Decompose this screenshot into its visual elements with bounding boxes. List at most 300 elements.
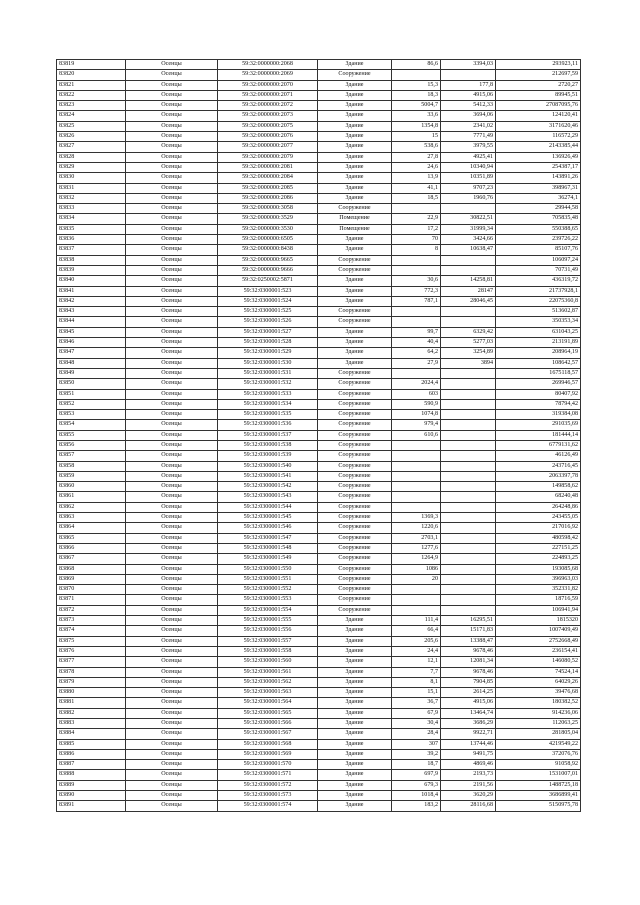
cadastral-value-cell: 291035,69 [496, 420, 581, 430]
object-type-cell: Здание [318, 780, 392, 790]
cadastral-value-cell: 2720,27 [496, 80, 581, 90]
table-row [57, 749, 581, 759]
specific-value-cell: 10340,94 [441, 162, 496, 172]
table-row [57, 255, 581, 265]
locality-cell: Осенцы [126, 193, 218, 203]
area-cell [392, 368, 441, 378]
cadastral-value-cell: 46126,49 [496, 451, 581, 461]
object-type-cell: Здание [318, 616, 392, 626]
cadastral-value-cell: 180382,52 [496, 698, 581, 708]
locality-cell: Осенцы [126, 502, 218, 512]
specific-value-cell [441, 204, 496, 214]
row-number-cell: 83841 [57, 286, 126, 296]
cadastral-number-cell: 59:32:0300001:555 [218, 616, 318, 626]
specific-value-cell: 4915,06 [441, 90, 496, 100]
row-number-cell: 83860 [57, 482, 126, 492]
row-number-cell: 83863 [57, 513, 126, 523]
cadastral-number-cell: 59:32:0300001:550 [218, 564, 318, 574]
row-number-cell: 83831 [57, 183, 126, 193]
specific-value-cell: 3620,29 [441, 791, 496, 801]
specific-value-cell: 9922,71 [441, 729, 496, 739]
object-type-cell: Сооружение [318, 471, 392, 481]
table-row [57, 791, 581, 801]
specific-value-cell: 16295,51 [441, 616, 496, 626]
cadastral-value-cell: 264248,86 [496, 502, 581, 512]
row-number-cell: 83836 [57, 235, 126, 245]
object-type-cell: Сооружение [318, 430, 392, 440]
cadastral-value-cell: 398967,31 [496, 183, 581, 193]
locality-cell: Осенцы [126, 245, 218, 255]
cadastral-value-cell: 27087095,76 [496, 101, 581, 111]
area-cell [392, 471, 441, 481]
row-number-cell: 83880 [57, 688, 126, 698]
cadastral-number-cell: 59:32:0300001:540 [218, 461, 318, 471]
area-cell: 99,7 [392, 327, 441, 337]
row-number-cell: 83889 [57, 780, 126, 790]
locality-cell: Осенцы [126, 183, 218, 193]
cadastral-number-cell: 59:32:0300001:566 [218, 719, 318, 729]
table-row [57, 801, 581, 811]
cadastral-number-cell: 59:32:0300001:563 [218, 688, 318, 698]
cadastral-value-cell: 18716,59 [496, 595, 581, 605]
cadastral-value-cell: 136926,49 [496, 152, 581, 162]
specific-value-cell: 10638,47 [441, 245, 496, 255]
specific-value-cell [441, 420, 496, 430]
object-type-cell: Здание [318, 636, 392, 646]
locality-cell: Осенцы [126, 410, 218, 420]
row-number-cell: 83833 [57, 204, 126, 214]
cadastral-number-cell: 59:32:0300001:534 [218, 399, 318, 409]
table-row [57, 173, 581, 183]
locality-cell: Осенцы [126, 729, 218, 739]
object-type-cell: Помещение [318, 214, 392, 224]
specific-value-cell [441, 502, 496, 512]
locality-cell: Осенцы [126, 533, 218, 543]
object-type-cell: Здание [318, 245, 392, 255]
specific-value-cell: 1960,76 [441, 193, 496, 203]
specific-value-cell [441, 368, 496, 378]
object-type-cell: Сооружение [318, 482, 392, 492]
row-number-cell: 83819 [57, 60, 126, 70]
cadastral-value-cell: 149858,62 [496, 482, 581, 492]
object-type-cell: Сооружение [318, 595, 392, 605]
area-cell [392, 585, 441, 595]
table-row [57, 183, 581, 193]
cadastral-number-cell: 59:32:0300001:548 [218, 543, 318, 553]
row-number-cell: 83823 [57, 101, 126, 111]
area-cell: 30,6 [392, 276, 441, 286]
cadastral-number-cell: 59:32:0000000:2070 [218, 80, 318, 90]
cadastral-value-cell: 22075360,8 [496, 296, 581, 306]
area-cell [392, 255, 441, 265]
object-type-cell: Здание [318, 121, 392, 131]
row-number-cell: 83853 [57, 410, 126, 420]
object-type-cell: Здание [318, 677, 392, 687]
row-number-cell: 83828 [57, 152, 126, 162]
specific-value-cell [441, 430, 496, 440]
specific-value-cell [441, 554, 496, 564]
area-cell: 15 [392, 132, 441, 142]
specific-value-cell: 2341,02 [441, 121, 496, 131]
cadastral-value-cell: 3171620,46 [496, 121, 581, 131]
cadastral-number-cell: 59:32:0000000:2069 [218, 70, 318, 80]
object-type-cell: Сооружение [318, 554, 392, 564]
row-number-cell: 83824 [57, 111, 126, 121]
cadastral-number-cell: 59:32:0000000:3058 [218, 204, 318, 214]
table-row [57, 760, 581, 770]
row-number-cell: 83849 [57, 368, 126, 378]
object-type-cell: Здание [318, 338, 392, 348]
specific-value-cell [441, 523, 496, 533]
cadastral-number-cell: 59:32:0000000:6505 [218, 235, 318, 245]
specific-value-cell [441, 543, 496, 553]
area-cell [392, 70, 441, 80]
specific-value-cell [441, 255, 496, 265]
object-type-cell: Здание [318, 60, 392, 70]
area-cell: 2703,1 [392, 533, 441, 543]
cadastral-number-cell: 59:32:0300001:533 [218, 389, 318, 399]
cadastral-value-cell: 89945,51 [496, 90, 581, 100]
area-cell: 7,7 [392, 667, 441, 677]
row-number-cell: 83869 [57, 574, 126, 584]
cadastral-number-cell: 59:32:0300001:531 [218, 368, 318, 378]
cadastral-number-cell: 59:32:0300001:527 [218, 327, 318, 337]
row-number-cell: 83839 [57, 265, 126, 275]
locality-cell: Осенцы [126, 358, 218, 368]
object-type-cell: Здание [318, 646, 392, 656]
cadastral-number-cell: 59:32:0300001:551 [218, 574, 318, 584]
object-type-cell: Здание [318, 688, 392, 698]
object-type-cell: Сооружение [318, 564, 392, 574]
specific-value-cell [441, 482, 496, 492]
area-cell: 1220,6 [392, 523, 441, 533]
cadastral-number-cell: 59:32:0300001:557 [218, 636, 318, 646]
specific-value-cell [441, 307, 496, 317]
cadastral-number-cell: 59:32:0300001:574 [218, 801, 318, 811]
table-row [57, 60, 581, 70]
cadastral-number-cell: 59:32:0000000:2072 [218, 101, 318, 111]
cadastral-value-cell: 293923,11 [496, 60, 581, 70]
cadastral-value-cell: 91058,92 [496, 760, 581, 770]
specific-value-cell: 28046,45 [441, 296, 496, 306]
object-type-cell: Здание [318, 162, 392, 172]
cadastral-value-cell: 39476,68 [496, 688, 581, 698]
cadastral-value-cell: 550388,65 [496, 224, 581, 234]
table-row [57, 554, 581, 564]
row-number-cell: 83851 [57, 389, 126, 399]
cadastral-number-cell: 59:32:0300001:560 [218, 657, 318, 667]
row-number-cell: 83840 [57, 276, 126, 286]
cadastral-number-cell: 59:32:0300001:547 [218, 533, 318, 543]
cadastral-value-cell: 1488725,18 [496, 780, 581, 790]
cadastral-number-cell: 59:32:0300001:565 [218, 708, 318, 718]
object-type-cell: Здание [318, 348, 392, 358]
cadastral-value-cell: 254387,17 [496, 162, 581, 172]
cadastral-number-cell: 59:32:0000000:2071 [218, 90, 318, 100]
cadastral-number-cell: 59:32:0300001:554 [218, 605, 318, 615]
object-type-cell: Здание [318, 729, 392, 739]
cadastral-number-cell: 59:32:0000000:2068 [218, 60, 318, 70]
cadastral-number-cell: 59:32:0300001:543 [218, 492, 318, 502]
object-type-cell: Здание [318, 327, 392, 337]
table-row [57, 440, 581, 450]
row-number-cell: 83837 [57, 245, 126, 255]
area-cell: 18,7 [392, 760, 441, 770]
table-row [57, 235, 581, 245]
table-row [57, 698, 581, 708]
object-type-cell: Сооружение [318, 513, 392, 523]
area-cell: 205,6 [392, 636, 441, 646]
cadastral-value-cell: 68240,48 [496, 492, 581, 502]
object-type-cell: Помещение [318, 224, 392, 234]
area-cell: 8 [392, 245, 441, 255]
table-row [57, 471, 581, 481]
cadastral-number-cell: 59:32:0000000:2076 [218, 132, 318, 142]
object-type-cell: Здание [318, 708, 392, 718]
area-cell: 30,4 [392, 719, 441, 729]
object-type-cell: Сооружение [318, 255, 392, 265]
area-cell: 697,9 [392, 770, 441, 780]
cadastral-value-cell: 352331,82 [496, 585, 581, 595]
locality-cell: Осенцы [126, 214, 218, 224]
cadastral-number-cell: 59:32:0300001:524 [218, 296, 318, 306]
locality-cell: Осенцы [126, 338, 218, 348]
specific-value-cell [441, 574, 496, 584]
locality-cell: Осенцы [126, 791, 218, 801]
table-row [57, 132, 581, 142]
row-number-cell: 83884 [57, 729, 126, 739]
cadastral-number-cell: 59:32:0300001:532 [218, 379, 318, 389]
cadastral-number-cell: 59:32:0300001:536 [218, 420, 318, 430]
locality-cell: Осенцы [126, 348, 218, 358]
cadastral-value-cell: 224893,25 [496, 554, 581, 564]
object-type-cell: Здание [318, 698, 392, 708]
table-row [57, 461, 581, 471]
area-cell: 39,2 [392, 749, 441, 759]
row-number-cell: 83848 [57, 358, 126, 368]
area-cell: 1277,6 [392, 543, 441, 553]
area-cell: 24,6 [392, 162, 441, 172]
object-type-cell: Сооружение [318, 265, 392, 275]
cadastral-value-cell: 2063397,78 [496, 471, 581, 481]
table-row [57, 626, 581, 636]
specific-value-cell: 12081,34 [441, 657, 496, 667]
locality-cell: Осенцы [126, 235, 218, 245]
area-cell [392, 204, 441, 214]
locality-cell: Осенцы [126, 739, 218, 749]
object-type-cell: Здание [318, 801, 392, 811]
specific-value-cell [441, 585, 496, 595]
row-number-cell: 83883 [57, 719, 126, 729]
area-cell: 2024,4 [392, 379, 441, 389]
table-row [57, 605, 581, 615]
locality-cell: Осенцы [126, 585, 218, 595]
cadastral-value-cell: 21737928,1 [496, 286, 581, 296]
table-row [57, 327, 581, 337]
area-cell: 18,3 [392, 90, 441, 100]
table-row [57, 410, 581, 420]
locality-cell: Осенцы [126, 162, 218, 172]
area-cell: 1018,4 [392, 791, 441, 801]
specific-value-cell [441, 70, 496, 80]
locality-cell: Осенцы [126, 399, 218, 409]
cadastral-value-cell: 108642,57 [496, 358, 581, 368]
area-cell: 610,6 [392, 430, 441, 440]
locality-cell: Осенцы [126, 379, 218, 389]
row-number-cell: 83843 [57, 307, 126, 317]
area-cell: 772,3 [392, 286, 441, 296]
locality-cell: Осенцы [126, 152, 218, 162]
cadastral-value-cell: 2143385,44 [496, 142, 581, 152]
object-type-cell: Сооружение [318, 399, 392, 409]
object-type-cell: Здание [318, 193, 392, 203]
object-type-cell: Здание [318, 667, 392, 677]
table-row [57, 70, 581, 80]
cadastral-number-cell: 59:32:0000000:3529 [218, 214, 318, 224]
cadastral-number-cell: 59:32:0300001:541 [218, 471, 318, 481]
specific-value-cell: 9707,23 [441, 183, 496, 193]
row-number-cell: 83854 [57, 420, 126, 430]
cadastral-value-cell: 236154,41 [496, 646, 581, 656]
row-number-cell: 83821 [57, 80, 126, 90]
cadastral-value-cell: 85107,76 [496, 245, 581, 255]
cadastral-value-cell: 106941,94 [496, 605, 581, 615]
locality-cell: Осенцы [126, 667, 218, 677]
table-row [57, 502, 581, 512]
row-number-cell: 83878 [57, 667, 126, 677]
object-type-cell: Сооружение [318, 317, 392, 327]
area-cell: 18,5 [392, 193, 441, 203]
specific-value-cell: 4869,46 [441, 760, 496, 770]
cadastral-value-table [56, 59, 581, 812]
cadastral-value-cell: 36274,1 [496, 193, 581, 203]
object-type-cell: Сооружение [318, 410, 392, 420]
table-row [57, 616, 581, 626]
locality-cell: Осенцы [126, 440, 218, 450]
table-row [57, 317, 581, 327]
cadastral-number-cell: 59:32:0300001:542 [218, 482, 318, 492]
object-type-cell: Сооружение [318, 204, 392, 214]
cadastral-value-cell: 319384,08 [496, 410, 581, 420]
specific-value-cell: 3424,66 [441, 235, 496, 245]
cadastral-number-cell: 59:32:0300001:570 [218, 760, 318, 770]
locality-cell: Осенцы [126, 471, 218, 481]
row-number-cell: 83850 [57, 379, 126, 389]
cadastral-number-cell: 59:32:0000000:2079 [218, 152, 318, 162]
row-number-cell: 83825 [57, 121, 126, 131]
cadastral-number-cell: 59:32:0300001:567 [218, 729, 318, 739]
area-cell: 24,4 [392, 646, 441, 656]
area-cell: 538,6 [392, 142, 441, 152]
locality-cell: Осенцы [126, 255, 218, 265]
cadastral-value-cell: 181444,14 [496, 430, 581, 440]
area-cell: 33,6 [392, 111, 441, 121]
specific-value-cell: 9678,46 [441, 646, 496, 656]
specific-value-cell [441, 410, 496, 420]
row-number-cell: 83844 [57, 317, 126, 327]
locality-cell: Осенцы [126, 90, 218, 100]
cadastral-value-cell: 213191,89 [496, 338, 581, 348]
area-cell: 603 [392, 389, 441, 399]
area-cell [392, 492, 441, 502]
table-row [57, 482, 581, 492]
object-type-cell: Сооружение [318, 492, 392, 502]
table-row [57, 574, 581, 584]
specific-value-cell [441, 605, 496, 615]
area-cell: 22,9 [392, 214, 441, 224]
cadastral-value-cell: 4219549,22 [496, 739, 581, 749]
cadastral-number-cell: 59:32:0000000:2073 [218, 111, 318, 121]
row-number-cell: 83868 [57, 564, 126, 574]
locality-cell: Осенцы [126, 688, 218, 698]
cadastral-value-cell: 6779131,62 [496, 440, 581, 450]
object-type-cell: Здание [318, 296, 392, 306]
cadastral-value-cell: 480598,42 [496, 533, 581, 543]
row-number-cell: 83857 [57, 451, 126, 461]
table-row [57, 770, 581, 780]
row-number-cell: 83867 [57, 554, 126, 564]
specific-value-cell: 4925,41 [441, 152, 496, 162]
object-type-cell: Сооружение [318, 70, 392, 80]
cadastral-value-cell: 78794,42 [496, 399, 581, 409]
table-row [57, 523, 581, 533]
locality-cell: Осенцы [126, 801, 218, 811]
object-type-cell: Здание [318, 626, 392, 636]
object-type-cell: Здание [318, 142, 392, 152]
row-number-cell: 83887 [57, 760, 126, 770]
locality-cell: Осенцы [126, 286, 218, 296]
row-number-cell: 83876 [57, 646, 126, 656]
specific-value-cell: 6329,42 [441, 327, 496, 337]
table-row [57, 513, 581, 523]
area-cell [392, 317, 441, 327]
cadastral-value-cell: 74524,14 [496, 667, 581, 677]
area-cell: 20 [392, 574, 441, 584]
area-cell: 13,9 [392, 173, 441, 183]
area-cell: 66,4 [392, 626, 441, 636]
row-number-cell: 83888 [57, 770, 126, 780]
locality-cell: Осенцы [126, 646, 218, 656]
table-row [57, 564, 581, 574]
row-number-cell: 83829 [57, 162, 126, 172]
locality-cell: Осенцы [126, 595, 218, 605]
row-number-cell: 83881 [57, 698, 126, 708]
area-cell: 17,2 [392, 224, 441, 234]
object-type-cell: Сооружение [318, 523, 392, 533]
locality-cell: Осенцы [126, 770, 218, 780]
specific-value-cell: 3894 [441, 358, 496, 368]
row-number-cell: 83832 [57, 193, 126, 203]
locality-cell: Осенцы [126, 677, 218, 687]
cadastral-number-cell: 59:32:0300001:525 [218, 307, 318, 317]
locality-cell: Осенцы [126, 574, 218, 584]
row-number-cell: 83891 [57, 801, 126, 811]
object-type-cell: Здание [318, 235, 392, 245]
specific-value-cell: 2191,56 [441, 780, 496, 790]
object-type-cell: Здание [318, 791, 392, 801]
object-type-cell: Здание [318, 760, 392, 770]
locality-cell: Осенцы [126, 317, 218, 327]
row-number-cell: 83872 [57, 605, 126, 615]
area-cell: 36,7 [392, 698, 441, 708]
locality-cell: Осенцы [126, 142, 218, 152]
row-number-cell: 83834 [57, 214, 126, 224]
locality-cell: Осенцы [126, 132, 218, 142]
cadastral-value-cell: 2752668,49 [496, 636, 581, 646]
area-cell: 590,9 [392, 399, 441, 409]
locality-cell: Осенцы [126, 749, 218, 759]
specific-value-cell: 28147 [441, 286, 496, 296]
